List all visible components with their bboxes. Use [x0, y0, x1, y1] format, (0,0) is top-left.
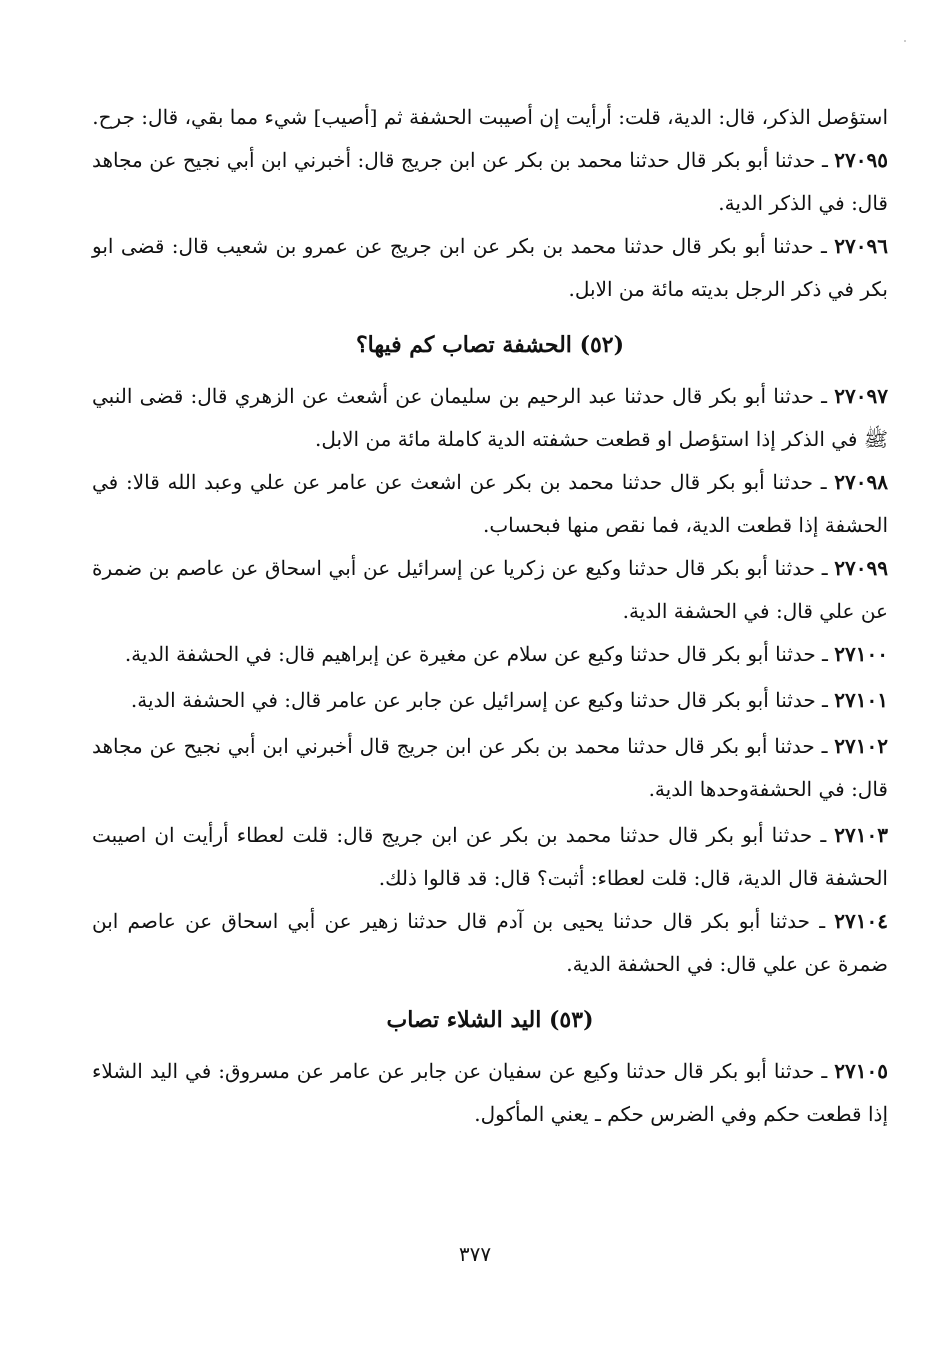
hadith-text: ـ حدثنا أبو بكر قال حدثنا محمد بن بكر عن ابن جريج قال: أخبرني ابن أبي نجيح عن مجاهد قال: في الذكر الدية.: [92, 148, 888, 215]
hadith-text: ـ حدثنا أبو بكر قال حدثنا وكيع عن زكريا عن إسرائيل عن أبي اسحاق عن عاصم بن ضمرة عن علي قال: في الحشفة الدية.: [92, 556, 888, 623]
hadith-27098: [92, 461, 888, 547]
hadith-number: ٢٧١٠٢: [834, 734, 889, 758]
hadith-number: ٢٧٠٩٨: [834, 470, 889, 494]
hadith-27101: [92, 679, 888, 722]
hadith-number: ٢٧١٠٥: [834, 1059, 888, 1083]
hadith-27096: [92, 225, 888, 311]
page-number: ٣٧٧: [458, 1242, 492, 1266]
hadith-number: ٢٧٠٩٦: [834, 234, 888, 258]
hadith-27095: [92, 139, 888, 225]
hadith-number: ٢٧١٠١: [834, 688, 888, 712]
hadith-27097: [92, 375, 888, 461]
hadith-text: ـ حدثنا أبو بكر قال حدثنا يحيى بن آدم قال حدثنا زهير عن أبي اسحاق عن عاصم ابن ضمرة عن علي قال: في الحشفة الدية.: [92, 909, 888, 976]
hadith-27105: [92, 1050, 888, 1136]
section-heading-53: (٥٣) اليد الشلاء تصاب: [386, 1007, 594, 1033]
hadith-text: ـ حدثنا أبو بكر قال حدثنا عبد الرحيم بن سليمان عن أشعث عن الزهري قال: قضى النبي ﷺ في الذكر إذا استؤصل او قطعت حشفته الدية كاملة مائة من الابل.: [92, 384, 888, 451]
hadith-number: ٢٧١٠٣: [834, 823, 888, 847]
hadith-text: ـ حدثنا أبو بكر قال حدثنا محمد بن بكر عن ابن جريج عن عمرو بن شعيب قال: قضى ابو بكر في ذكر الرجل بديته مائة من الابل.: [92, 234, 888, 301]
hadith-27103: [92, 814, 888, 900]
hadith-text: ـ حدثنا أبو بكر قال حدثنا وكيع عن سفيان عن جابر عن عامر عن مسروق: في اليد الشلاء إذا قطعت حكم وفي الضرس حكم ـ يعني المأكول.: [92, 1059, 888, 1126]
hadith-text: ـ حدثنا أبو بكر قال حدثنا محمد بن بكر عن ابن جريج قال: قلت لعطاء أرأيت ان اصيبت الحشفة قال الدية، قال: قلت لعطاء: أثبت؟ قال: قد قالوا ذلك.: [92, 823, 888, 890]
hadith-27100: [92, 633, 888, 676]
page-body: [92, 96, 888, 1136]
hadith-27104: [92, 900, 888, 986]
hadith-number: ٢٧٠٩٩: [834, 556, 889, 580]
hadith-text: ـ حدثنا أبو بكر قال حدثنا محمد بن بكر عن ابن جريج قال أخبرني ابن أبي نجيح عن مجاهد قال: في الحشفةوحدها الدية.: [92, 734, 888, 801]
hadith-number: ٢٧٠٩٥: [834, 148, 888, 172]
hadith-number: ٢٧١٠٠: [834, 642, 888, 666]
hadith-text: ـ حدثنا أبو بكر قال حدثنا وكيع عن إسرائيل عن جابر عن عامر قال: في الحشفة الدية.: [130, 688, 828, 712]
hadith-number: ٢٧٠٩٧: [834, 384, 889, 408]
section-heading-52: (٥٢) الحشفة تصاب كم فيها؟: [355, 332, 625, 358]
hadith-text: ـ حدثنا أبو بكر قال حدثنا محمد بن بكر عن اشعث عن عامر عن علي وعبد الله قالا: في الحشفة إذا قطعت الدية، فما نقص منها فبحساب.: [92, 470, 888, 537]
paragraph-continuation: [92, 96, 888, 139]
paragraph-text: استؤصل الذكر، قال: الدية، قلت: أرأيت إن أصيبت الحشفة ثم [أصيب] شيء مما بقي، قال: جرح.: [92, 105, 888, 129]
hadith-27102: [92, 725, 888, 811]
scan-speck: [904, 40, 906, 42]
hadith-text: ـ حدثنا أبو بكر قال حدثنا وكيع عن سلام عن مغيرة عن إبراهيم قال: في الحشفة الدية.: [124, 642, 828, 666]
hadith-number: ٢٧١٠٤: [834, 909, 888, 933]
hadith-27099: [92, 547, 888, 633]
